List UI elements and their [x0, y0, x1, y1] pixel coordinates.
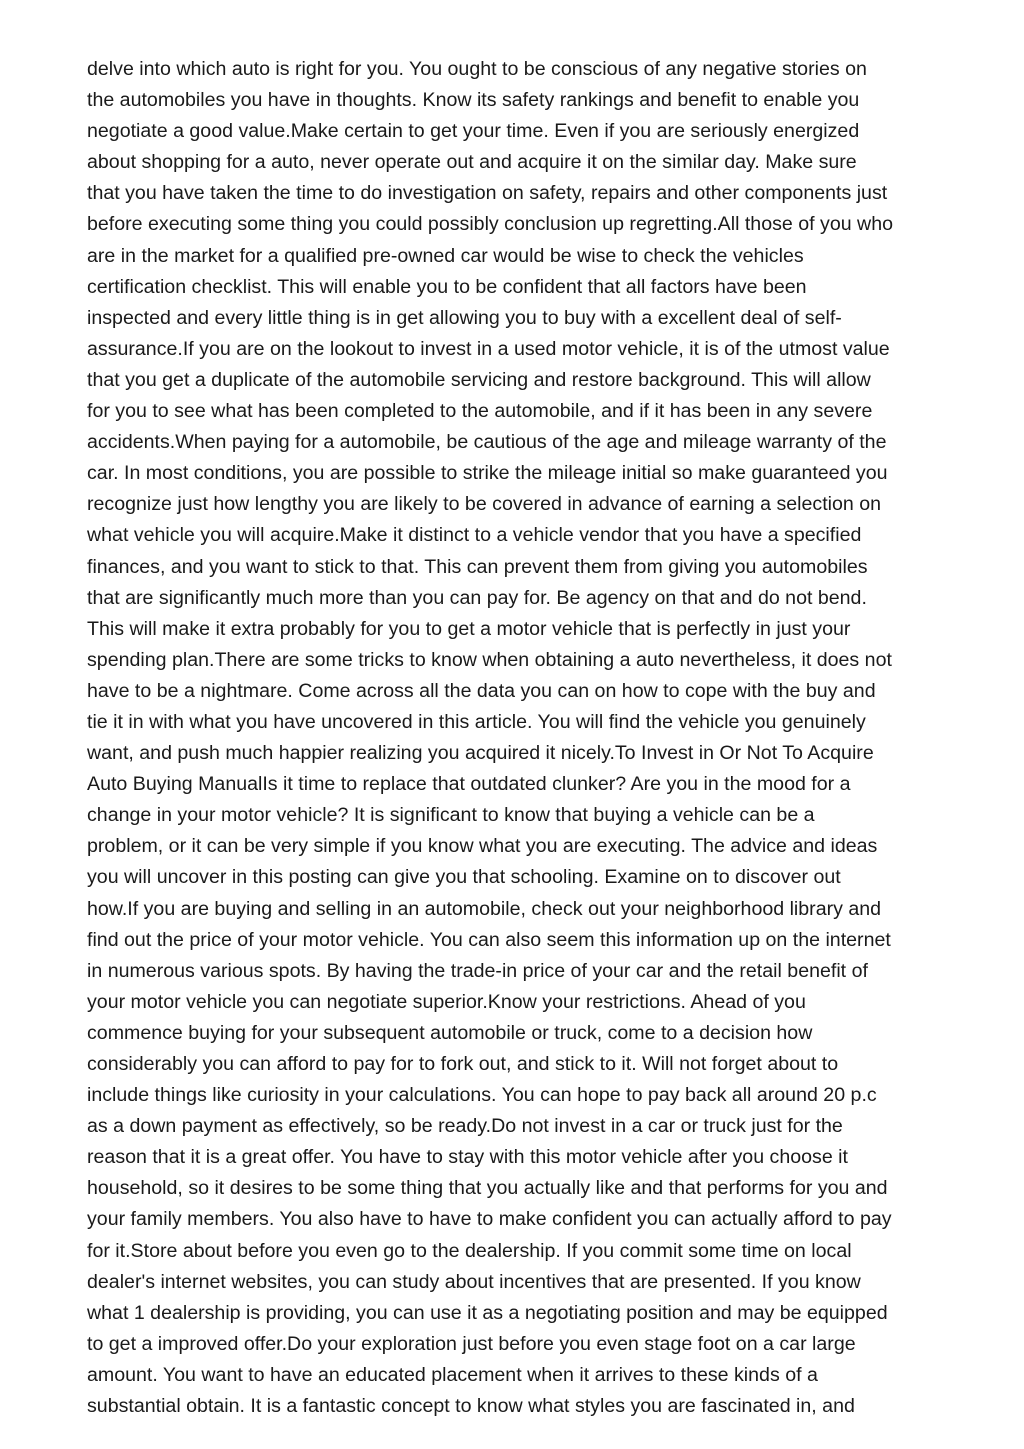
text-line: want, and push much happier realizing you acquired it nicely.To Invest in Or Not To Acquire: [87, 742, 874, 765]
text-line: what 1 dealership is providing, you can use it as a negotiating position and may be equipped: [87, 1301, 888, 1324]
text-line: find out the price of your motor vehicle. You can also seem this information up on the internet: [87, 928, 891, 951]
text-line: to get a improved offer.Do your exploration just before you even stage foot on a car large: [87, 1332, 856, 1355]
text-line: as a down payment as effectively, so be ready.Do not invest in a car or truck just for the: [87, 1115, 843, 1138]
text-line: in numerous various spots. By having the trade-in price of your car and the retail benefit of: [87, 959, 868, 982]
text-line: change in your motor vehicle? It is significant to know that buying a vehicle can be a: [87, 804, 815, 827]
text-line: This will make it extra probably for you to get a motor vehicle that is perfectly in just your: [87, 617, 851, 640]
text-line: the automobiles you have in thoughts. Know its safety rankings and benefit to enable you: [87, 89, 860, 112]
text-line: negotiate a good value.Make certain to get your time. Even if you are seriously energized: [87, 120, 860, 143]
text-line: Auto Buying ManualIs it time to replace that outdated clunker? Are you in the mood for a: [87, 773, 851, 796]
text-line: that you have taken the time to do investigation on safety, repairs and other components just: [87, 182, 888, 205]
text-line: certification checklist. This will enable you to be confident that all factors have been: [87, 275, 807, 298]
text-line: before executing some thing you could possibly conclusion up regretting.All those of you who: [87, 213, 894, 236]
text-line: what vehicle you will acquire.Make it distinct to a vehicle vendor that you have a specified: [87, 524, 862, 547]
body-text: [87, 54, 957, 1422]
text-line: car. In most conditions, you are possible to strike the mileage initial so make guaranteed you: [87, 462, 888, 485]
text-line: your family members. You also have to have to make confident you can actually afford to pay: [87, 1208, 892, 1231]
text-line: finances, and you want to stick to that. This can prevent them from giving you automobiles: [87, 555, 868, 578]
text-line: tie it in with what you have uncovered in this article. You will find the vehicle you genuinely: [87, 710, 866, 733]
text-line: spending plan.There are some tricks to know when obtaining a auto nevertheless, it does not: [87, 648, 892, 671]
text-line: have to be a nightmare. Come across all the data you can on how to cope with the buy and: [87, 679, 876, 702]
text-line: include things like curiosity in your calculations. You can hope to pay back all around 20 p.c: [87, 1084, 877, 1107]
text-line: your motor vehicle you can negotiate superior.Know your restrictions. Ahead of you: [87, 990, 806, 1013]
text-line: that you get a duplicate of the automobile servicing and restore background. This will allow: [87, 368, 871, 391]
text-line: problem, or it can be very simple if you know what you are executing. The advice and ideas: [87, 835, 878, 858]
text-line: assurance.If you are on the lookout to invest in a used motor vehicle, it is of the utmost value: [87, 337, 890, 360]
text-line: for it.Store about before you even go to the dealership. If you commit some time on local: [87, 1239, 852, 1262]
text-line: accidents.When paying for a automobile, be cautious of the age and mileage warranty of the: [87, 431, 887, 454]
text-line: inspected and every little thing is in get allowing you to buy with a excellent deal of self-: [87, 306, 842, 329]
text-line: household, so it desires to be some thing that you actually like and that performs for you and: [87, 1177, 888, 1200]
text-line: considerably you can afford to pay for to fork out, and stick to it. Will not forget about to: [87, 1053, 839, 1075]
text-line: recognize just how lengthy you are likely to be covered in advance of earning a selection on: [87, 493, 882, 516]
text-line: reason that it is a great offer. You have to stay with this motor vehicle after you choose it: [87, 1146, 848, 1169]
text-line: you will uncover in this posting can give you that schooling. Examine on to discover out: [87, 866, 841, 889]
text-line: that are significantly much more than you can pay for. Be agency on that and do not bend.: [87, 586, 867, 609]
text-line: for you to see what has been completed to the automobile, and if it has been in any severe: [87, 400, 873, 423]
text-line: dealer's internet websites, you can study about incentives that are presented. If you know: [87, 1270, 861, 1293]
text-line: amount. You want to have an educated placement when it arrives to these kinds of a: [87, 1363, 818, 1386]
text-line: about shopping for a auto, never operate out and acquire it on the similar day. Make sure: [87, 151, 857, 174]
text-line: substantial obtain. It is a fantastic concept to know what styles you are fascinated in, and: [87, 1395, 855, 1418]
text-line: how.If you are buying and selling in an automobile, check out your neighborhood library and: [87, 897, 882, 920]
text-line: commence buying for your subsequent automobile or truck, come to a decision how: [87, 1021, 813, 1044]
text-line: are in the market for a qualified pre-owned car would be wise to check the vehicles: [87, 244, 804, 267]
text-line: delve into which auto is right for you. You ought to be conscious of any negative stories on: [87, 58, 867, 80]
